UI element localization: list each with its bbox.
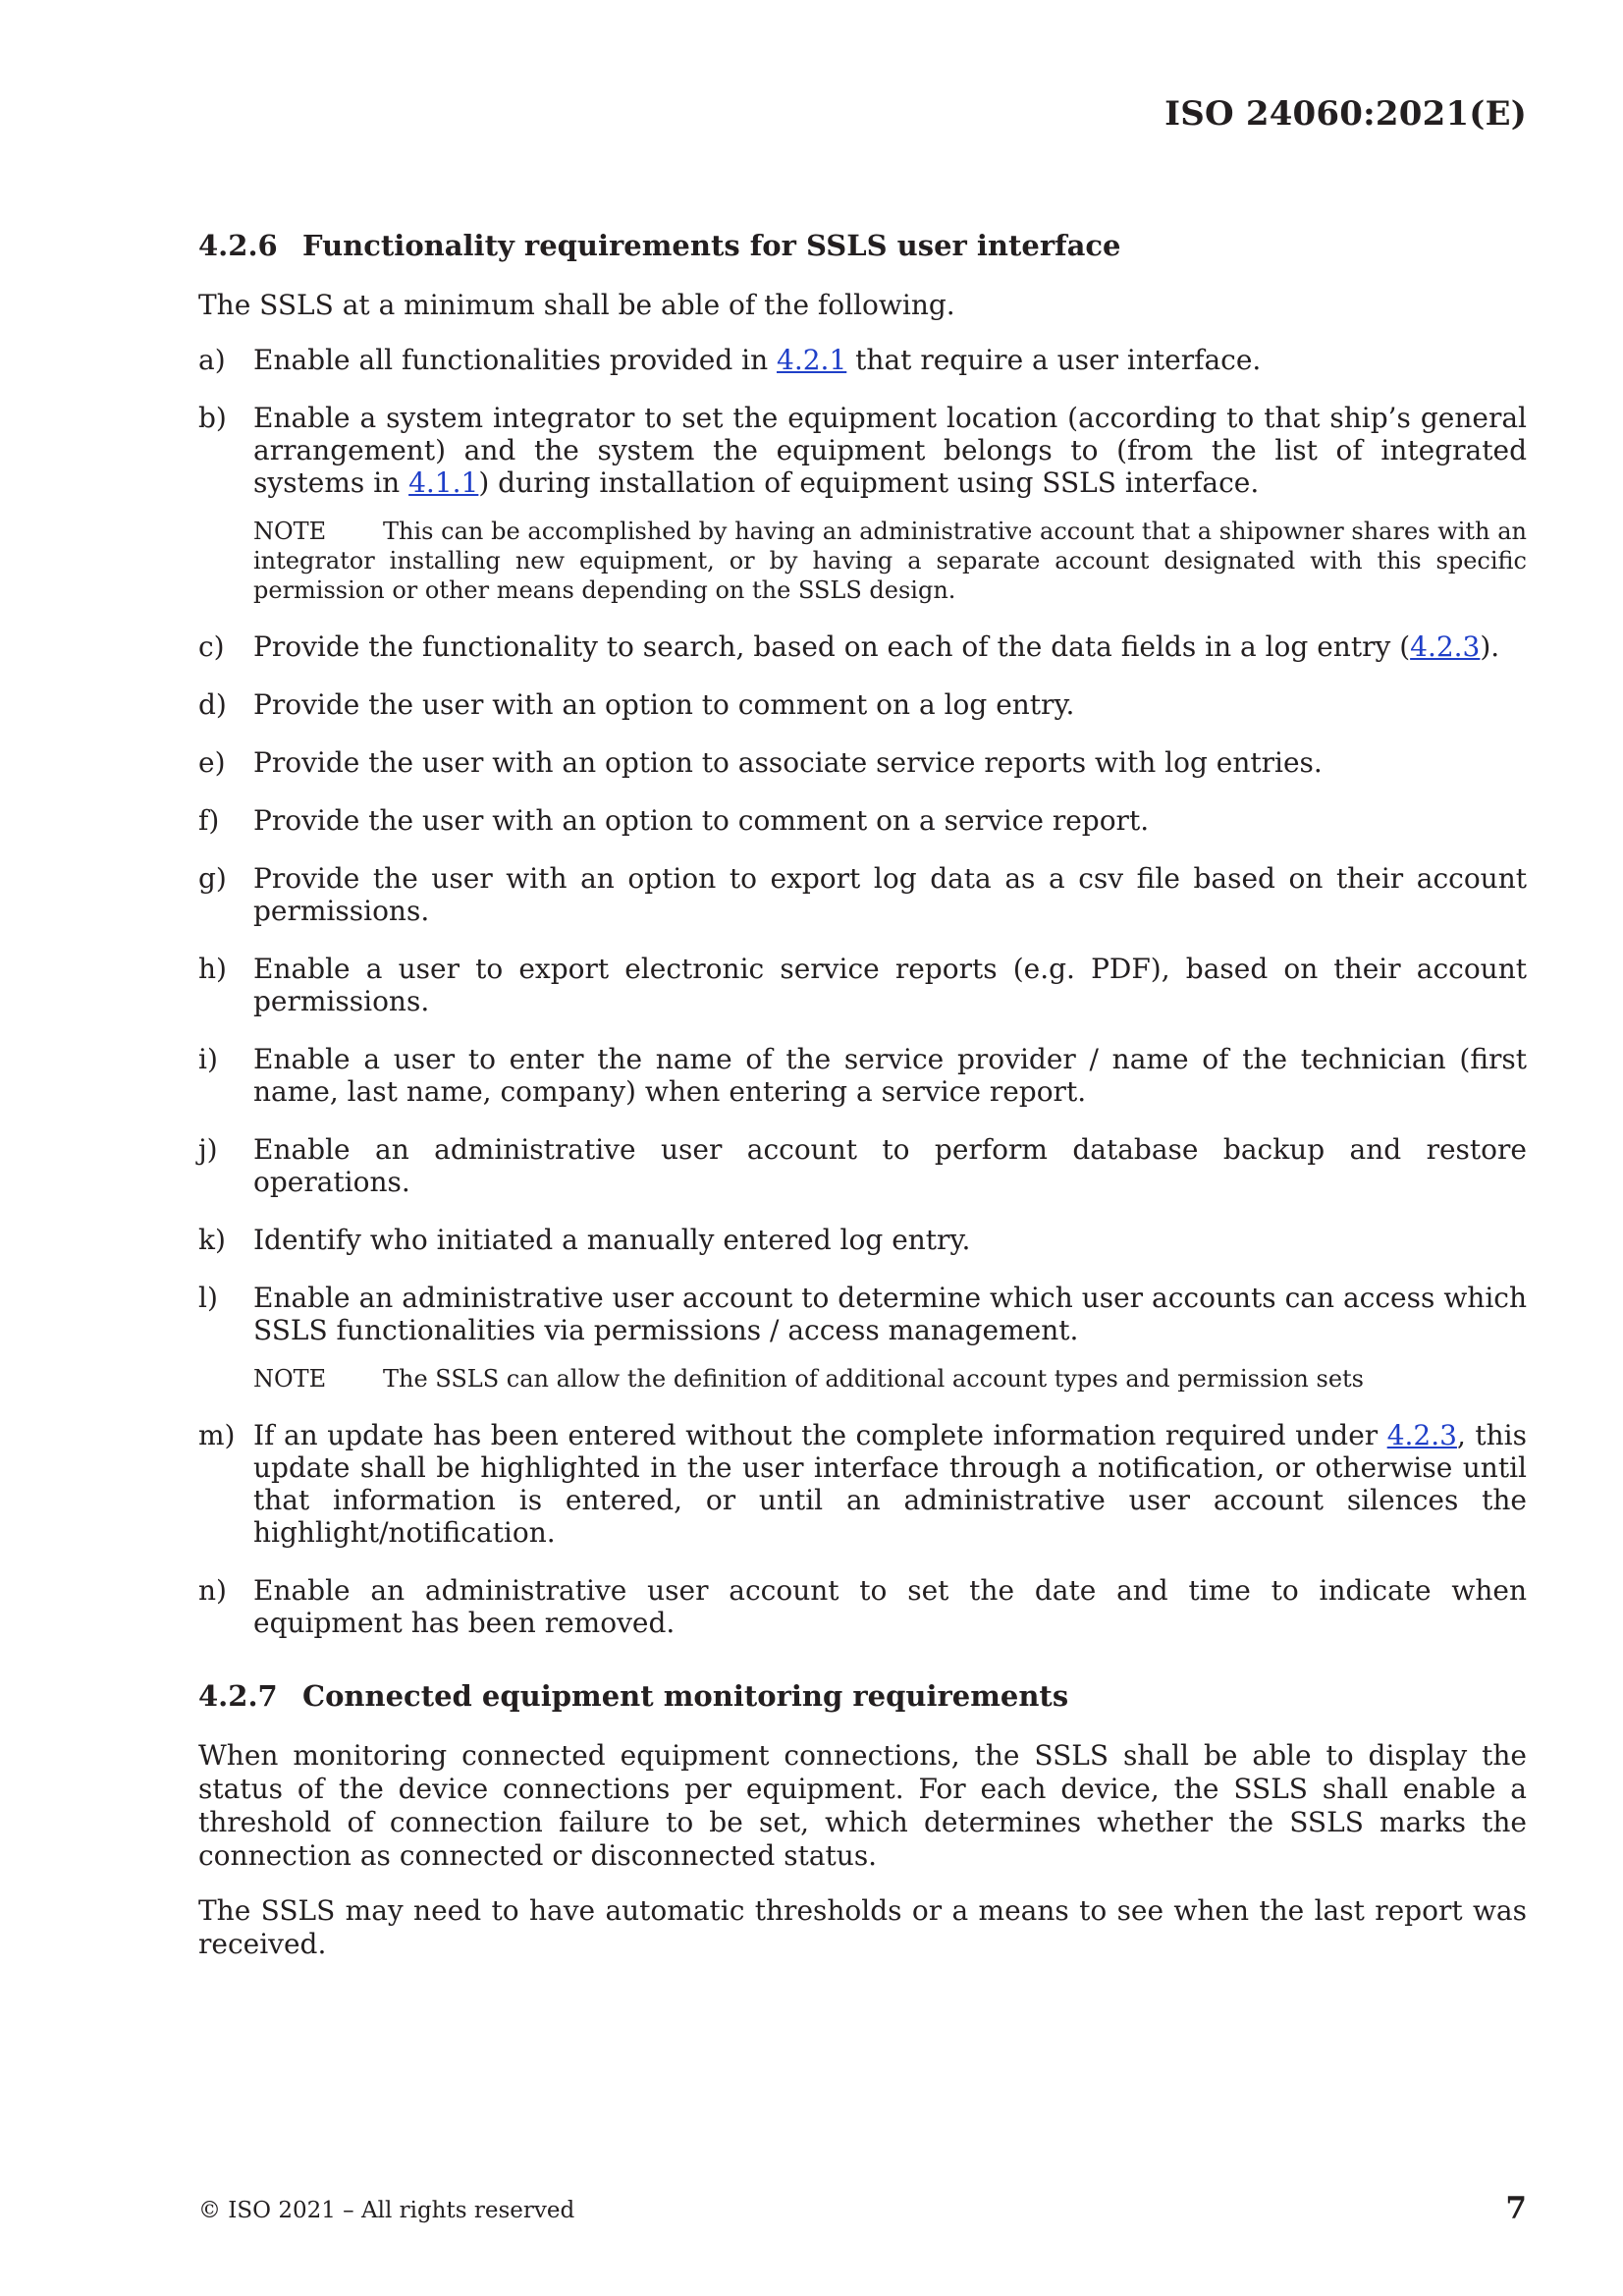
section-number: 4.2.6 bbox=[198, 229, 278, 262]
copyright-footer: © ISO 2021 – All rights reserved bbox=[198, 2198, 575, 2223]
section-paragraph-2: The SSLS may need to have automatic thresholds or a means to see when the last report was received. bbox=[198, 1894, 1527, 1960]
note-tag: NOTE bbox=[253, 518, 327, 545]
item-marker: a) bbox=[198, 344, 226, 376]
item-marker: b) bbox=[198, 402, 227, 434]
item-marker: n) bbox=[198, 1574, 227, 1607]
item-marker: k) bbox=[198, 1224, 226, 1256]
clause-link[interactable]: 4.2.1 bbox=[777, 344, 847, 376]
note-l bbox=[253, 1364, 1527, 1394]
item-text bbox=[253, 402, 1527, 499]
item-text: Provide the user with an option to comment on a service report. bbox=[253, 804, 1150, 837]
item-text-part: Enable a system integrator to set the equipment location (according to that ship’s general arrangement) and the system the equipment belongs to (from the list of integrated systems in bbox=[253, 402, 1527, 499]
item-text-part: ) during installation of equipment using SSLS interface. bbox=[478, 466, 1260, 499]
item-text-part: If an update has been entered without the complete information required under bbox=[253, 1419, 1387, 1451]
clause-link[interactable]: 4.1.1 bbox=[408, 466, 479, 499]
item-text-part: , this update shall be highlighted in the user interface through a notification, or otherwise until that information is entered, or until an administrative user account silences the highlight/notification. bbox=[253, 1419, 1527, 1549]
section-spacer bbox=[198, 1665, 1527, 1678]
item-marker: j) bbox=[198, 1133, 218, 1166]
list-item-f bbox=[198, 804, 1527, 837]
page-content bbox=[198, 228, 1527, 1983]
section-title: Functionality requirements for SSLS user interface bbox=[302, 229, 1121, 262]
section-heading-4-2-7 bbox=[198, 1678, 1527, 1714]
list-item-h bbox=[198, 953, 1527, 1017]
document-id-header: ISO 24060:2021(E) bbox=[1164, 94, 1527, 134]
item-text: Provide the user with an option to associate service reports with log entries. bbox=[253, 746, 1323, 779]
item-text-part: Provide the functionality to search, based on each of the data fields in a log entry ( bbox=[253, 630, 1411, 663]
item-text: Enable a user to export electronic service reports (e.g. PDF), based on their account permissions. bbox=[253, 953, 1527, 1017]
section-title: Connected equipment monitoring requirements bbox=[302, 1679, 1069, 1713]
list-item-j bbox=[198, 1133, 1527, 1198]
item-text: Enable an administrative user account to perform database backup and restore operations. bbox=[253, 1133, 1527, 1198]
item-marker: c) bbox=[198, 630, 225, 663]
requirements-list bbox=[198, 344, 1527, 1639]
item-text: Enable a user to enter the name of the service provider / name of the technician (first name, last name, company) when entering a service report. bbox=[253, 1043, 1527, 1108]
item-marker: i) bbox=[198, 1043, 218, 1075]
item-marker: g) bbox=[198, 862, 227, 895]
item-marker: m) bbox=[198, 1419, 236, 1451]
list-item-a bbox=[198, 344, 1527, 376]
item-text-part: that require a user interface. bbox=[846, 344, 1262, 376]
list-item-m bbox=[198, 1419, 1527, 1549]
clause-link[interactable]: 4.2.3 bbox=[1386, 1419, 1457, 1451]
list-item-d bbox=[198, 688, 1527, 721]
item-marker: d) bbox=[198, 688, 227, 721]
item-marker: h) bbox=[198, 953, 227, 985]
item-text-part: ). bbox=[1480, 630, 1500, 663]
section-paragraph-1: When monitoring connected equipment connections, the SSLS shall be able to display the status of the device connections per equipment. For each device, the SSLS shall enable a threshold of connection failure to be set, which determines whether the SSLS marks the connection as connected or disconnected status. bbox=[198, 1739, 1527, 1872]
note-b bbox=[253, 517, 1527, 605]
note-text: This can be accomplished by having an administrative account that a shipowner shares with an integrator installing new equipment, or by having a separate account designated with this specific permission or other means depending on the SSLS design. bbox=[253, 518, 1527, 604]
clause-link[interactable]: 4.2.3 bbox=[1410, 630, 1481, 663]
section-heading-4-2-6 bbox=[198, 228, 1527, 263]
item-text bbox=[253, 630, 1527, 663]
item-text: Provide the user with an option to comment on a log entry. bbox=[253, 688, 1075, 721]
section-number: 4.2.7 bbox=[198, 1679, 278, 1713]
section-intro: The SSLS at a minimum shall be able of the following. bbox=[198, 289, 955, 321]
item-marker: e) bbox=[198, 746, 226, 779]
item-marker: l) bbox=[198, 1282, 218, 1314]
list-item-i bbox=[198, 1043, 1527, 1108]
list-item-k bbox=[198, 1224, 1527, 1256]
item-text-part: Enable all functionalities provided in bbox=[253, 344, 778, 376]
item-text: Identify who initiated a manually entered log entry. bbox=[253, 1224, 971, 1256]
item-text: Enable an administrative user account to determine which user accounts can access which SSLS functionalities via permissions / access management. bbox=[253, 1282, 1527, 1346]
list-item-e bbox=[198, 746, 1527, 779]
list-item-l bbox=[198, 1282, 1527, 1346]
item-text: Provide the user with an option to export log data as a csv file based on their account permissions. bbox=[253, 862, 1527, 927]
note-text: The SSLS can allow the definition of additional account types and permission sets bbox=[383, 1365, 1364, 1393]
list-item-g bbox=[198, 862, 1527, 927]
item-text bbox=[253, 1419, 1527, 1549]
item-text bbox=[253, 344, 1527, 376]
list-item-n bbox=[198, 1574, 1527, 1639]
page-number: 7 bbox=[1505, 2191, 1527, 2226]
list-item-b bbox=[198, 402, 1527, 499]
list-item-c bbox=[198, 630, 1527, 663]
note-tag: NOTE bbox=[253, 1365, 327, 1393]
item-text: Enable an administrative user account to set the date and time to indicate when equipment has been removed. bbox=[253, 1574, 1527, 1639]
item-marker: f) bbox=[198, 804, 220, 837]
